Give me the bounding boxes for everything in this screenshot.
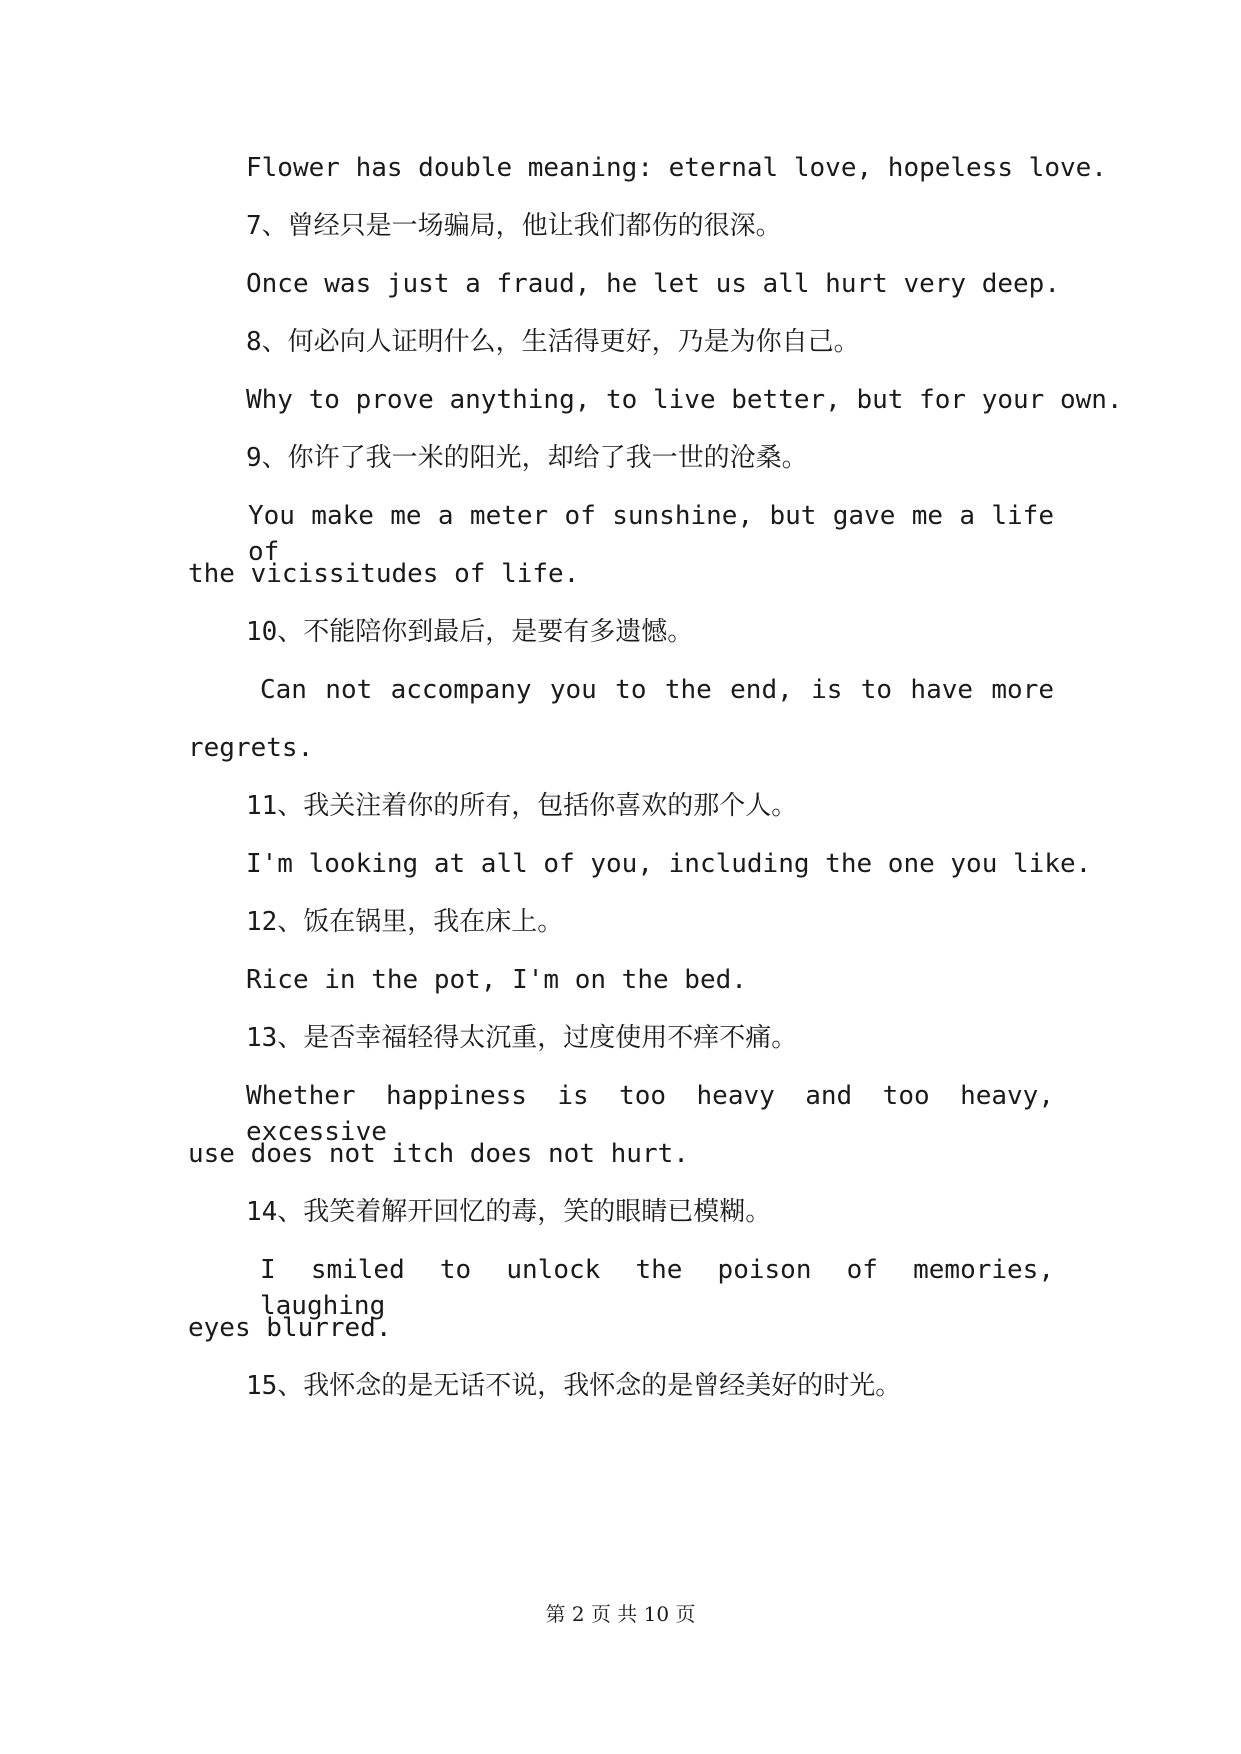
text-line: 7、曾经只是一场骗局，他让我们都伤的很深。 [246,211,782,241]
text-line: You make me a meter of sunshine, but gave me a life of [248,501,1054,567]
text-line: 11、我关注着你的所有，包括你喜欢的那个人。 [246,791,798,821]
text-line: the vicissitudes of life. [188,559,580,589]
text-line: 8、何必向人证明什么，生活得更好，乃是为你自己。 [246,327,860,357]
text-line: use does not itch does not hurt. [188,1139,689,1169]
text-line: I'm looking at all of you, including the one you like. [246,849,1092,879]
text-line: eyes blurred. [188,1313,392,1343]
text-line: 13、是否幸福轻得太沉重，过度使用不痒不痛。 [246,1023,798,1053]
text-line: Why to prove anything, to live better, but for your own. [246,385,1123,415]
text-line: 14、我笑着解开回忆的毒，笑的眼睛已模糊。 [246,1197,772,1227]
text-line: regrets. [188,733,314,763]
text-line: I smiled to unlock the poison of memories, laughing [260,1255,1054,1321]
text-line: 10、不能陪你到最后，是要有多遗憾。 [246,617,694,647]
text-line: Can not accompany you to the end, is to have more [260,675,1054,705]
text-line: 15、我怀念的是无话不说，我怀念的是曾经美好的时光。 [246,1371,902,1401]
text-line: 9、你许了我一米的阳光，却给了我一世的沧桑。 [246,443,808,473]
page-footer: 第 2 页 共 10 页 [545,1602,696,1626]
text-line: Whether happiness is too heavy and too heavy, excessive [246,1081,1054,1147]
text-line: Rice in the pot, I'm on the bed. [246,965,747,995]
text-line: Once was just a fraud, he let us all hurt very deep. [246,269,1060,299]
text-line: 12、饭在锅里，我在床上。 [246,907,564,937]
text-line: Flower has double meaning: eternal love, hopeless love. [246,153,1107,183]
